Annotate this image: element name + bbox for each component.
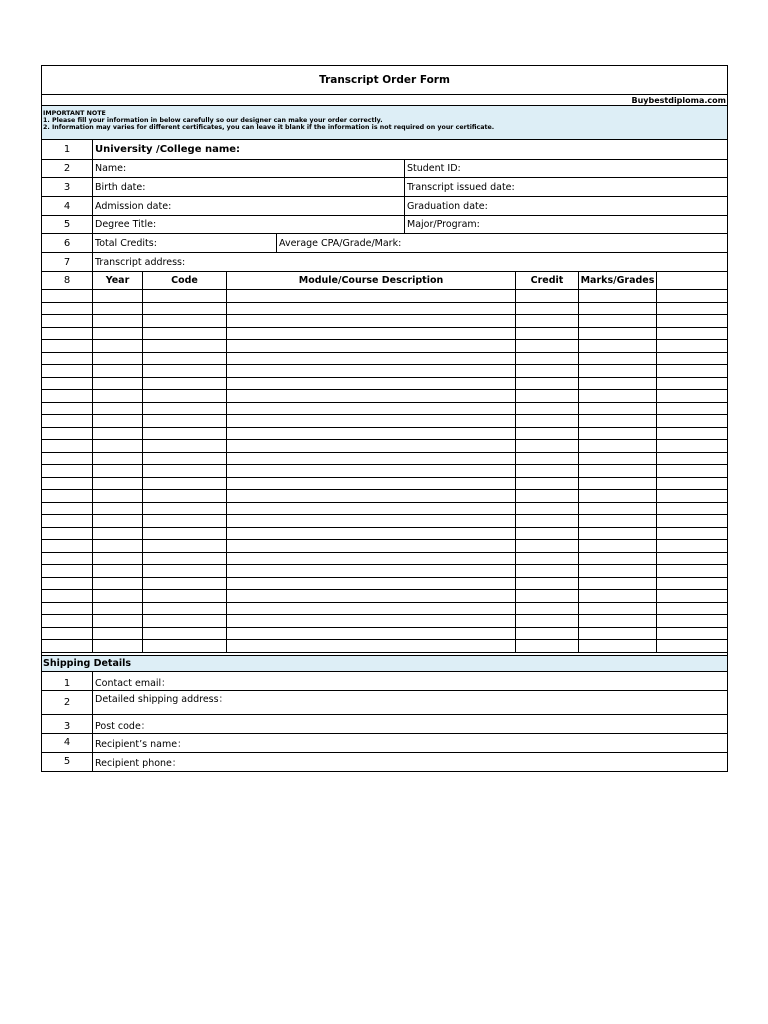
course-table-cell[interactable] [515,590,516,602]
info-row-name [42,160,727,178]
course-table-cell[interactable] [92,628,93,640]
course-table-row [42,290,727,303]
course-table-cell[interactable] [142,403,143,415]
course-table-cell[interactable] [656,428,657,440]
course-table-cell[interactable] [92,340,93,352]
course-table-cell[interactable] [515,603,516,615]
post-code-field[interactable]: Post code： [92,715,727,733]
course-table-cell[interactable] [142,440,143,452]
important-note-row [42,106,727,140]
row-number: 5 [63,756,71,767]
course-table-cell[interactable] [142,415,143,427]
course-table-cell[interactable] [515,353,516,365]
course-table-cell[interactable] [142,528,143,540]
course-rows [42,290,727,653]
course-table-cell[interactable] [226,578,227,590]
row-number: 4 [63,200,71,212]
course-table-cell[interactable] [578,365,579,377]
course-table-cell[interactable] [515,403,516,415]
course-table-row [42,415,727,428]
course-table-cell[interactable] [656,340,657,352]
info-row-admission-date [42,197,727,216]
shipping-row-recipient-name [42,734,727,753]
course-table-cell[interactable] [578,415,579,427]
course-table-cell[interactable] [578,428,579,440]
course-table-cell[interactable] [226,353,227,365]
course-table-row [42,340,727,353]
course-table-cell[interactable] [515,440,516,452]
shipping-row-email [42,672,727,691]
course-table-cell[interactable] [92,578,93,590]
course-table-cell[interactable] [142,615,143,627]
course-table-cell[interactable] [578,340,579,352]
course-table-cell[interactable] [92,415,93,427]
course-table-row [42,503,727,516]
course-table-cell[interactable] [656,528,657,540]
course-table-cell[interactable] [92,353,93,365]
course-table-cell[interactable] [226,403,227,415]
course-table-cell[interactable] [578,315,579,327]
course-table-cell[interactable] [656,540,657,552]
course-table-cell[interactable] [656,640,657,652]
course-table-cell[interactable] [226,515,227,527]
course-table-cell[interactable] [142,565,143,577]
course-table-cell[interactable] [656,490,657,502]
course-table-cell[interactable] [515,578,516,590]
total-credits-field[interactable]: Total Credits: [92,234,276,252]
course-table-row [42,590,727,603]
course-table-cell[interactable] [578,553,579,565]
course-table-row [42,328,727,341]
course-table-cell[interactable] [578,478,579,490]
course-table-cell[interactable] [515,315,516,327]
course-table-cell[interactable] [578,378,579,390]
course-table-cell[interactable] [226,565,227,577]
course-table-cell[interactable] [515,515,516,527]
course-table-cell[interactable] [142,353,143,365]
course-table-cell[interactable] [515,528,516,540]
note-line-1: 1. Please fill your information in below carefully so our designer can make your order correctly. [43,117,383,124]
course-table-cell[interactable] [578,465,579,477]
course-table-cell[interactable] [656,553,657,565]
row-number: 3 [63,720,71,732]
course-table-cell[interactable] [226,590,227,602]
birth-date-field[interactable]: Birth date: [92,178,404,196]
course-table-cell[interactable] [92,390,93,402]
course-table-cell[interactable] [92,540,93,552]
course-table-cell[interactable] [226,440,227,452]
shipping-address-field[interactable]: Detailed shipping address： [92,691,727,714]
course-table-cell[interactable] [515,340,516,352]
student-id-field[interactable]: Student ID: [404,160,727,177]
course-table-cell[interactable] [92,428,93,440]
course-table-cell[interactable] [656,303,657,315]
course-table-row [42,578,727,591]
course-table-cell[interactable] [226,490,227,502]
course-table-cell[interactable] [656,503,657,515]
course-table-cell[interactable] [226,528,227,540]
shipping-row-post-code [42,715,727,734]
course-table-cell[interactable] [515,478,516,490]
name-field[interactable]: Name: [92,160,404,177]
course-table-cell[interactable] [656,628,657,640]
course-table-cell[interactable] [656,615,657,627]
course-table-cell[interactable] [656,590,657,602]
course-table-cell[interactable] [92,503,93,515]
course-table-cell[interactable] [92,603,93,615]
course-table-cell[interactable] [92,478,93,490]
course-table-cell[interactable] [226,365,227,377]
course-table-cell[interactable] [578,290,579,302]
course-table-cell[interactable] [92,403,93,415]
course-table-cell[interactable] [578,578,579,590]
course-table-cell[interactable] [515,503,516,515]
course-table-cell[interactable] [142,290,143,302]
course-table-row [42,353,727,366]
course-table-cell[interactable] [656,415,657,427]
course-table-row [42,453,727,466]
course-table-row [42,540,727,553]
course-table-cell[interactable] [142,428,143,440]
course-table-cell[interactable] [142,328,143,340]
course-table-cell[interactable] [578,490,579,502]
course-table-cell[interactable] [656,390,657,402]
course-table-cell[interactable] [515,365,516,377]
course-table-cell[interactable] [578,528,579,540]
course-table-row [42,378,727,391]
course-table-row [42,440,727,453]
course-table-row [42,615,727,628]
course-table-cell[interactable] [226,303,227,315]
course-table-cell[interactable] [656,603,657,615]
course-table-cell[interactable] [515,328,516,340]
course-table-row [42,428,727,441]
code-header: Code [142,272,226,289]
shipping-row-address [42,691,727,715]
course-table-cell[interactable] [142,465,143,477]
title-row [42,65,727,95]
info-row-birth-date [42,178,727,197]
course-table-cell[interactable] [578,628,579,640]
course-table-cell[interactable] [578,540,579,552]
site-name: Buybestdiploma.com [631,95,726,105]
course-table-row [42,403,727,416]
major-program-field[interactable]: Major/Program: [404,216,727,233]
shipping-heading: Shipping Details [43,657,132,669]
course-table-row [42,553,727,566]
course-table-cell[interactable] [515,303,516,315]
course-table-cell[interactable] [515,540,516,552]
row-number: 3 [63,181,71,193]
form-title: Transcript Order Form [319,74,450,86]
course-table-cell[interactable] [656,478,657,490]
course-table-cell[interactable] [515,553,516,565]
course-table-cell[interactable] [142,303,143,315]
course-table-cell[interactable] [226,628,227,640]
course-table-cell[interactable] [226,340,227,352]
course-table-cell[interactable] [656,578,657,590]
course-table-cell[interactable] [226,603,227,615]
row-number: 2 [63,696,71,708]
extra-header [656,272,727,289]
row-number: 4 [63,737,71,748]
shipping-heading-row [42,656,727,672]
course-table-cell[interactable] [515,490,516,502]
course-table-cell[interactable] [656,365,657,377]
degree-title-field[interactable]: Degree Title: [92,216,404,233]
row-number: 5 [63,219,71,230]
course-table-row [42,640,727,653]
course-table-cell[interactable] [226,390,227,402]
course-table-cell[interactable] [515,390,516,402]
info-row-university [42,140,727,160]
course-table-cell[interactable] [578,453,579,465]
course-table-row [42,465,727,478]
course-table-row [42,565,727,578]
course-table-cell[interactable] [92,565,93,577]
transcript-address-field[interactable]: Transcript address: [92,253,727,271]
course-table-cell[interactable] [656,353,657,365]
course-table-row [42,515,727,528]
course-table-cell[interactable] [92,303,93,315]
course-table-cell[interactable] [142,340,143,352]
recipient-phone-field[interactable]: Recipient phone： [92,753,727,771]
course-table-row [42,478,727,491]
course-table-cell[interactable] [226,553,227,565]
course-table-cell[interactable] [578,640,579,652]
course-table-cell[interactable] [142,503,143,515]
transcript-order-form [41,65,728,772]
course-table-cell[interactable] [515,565,516,577]
course-table-cell[interactable] [92,328,93,340]
course-table-cell[interactable] [226,290,227,302]
course-table-cell[interactable] [226,328,227,340]
course-table-cell[interactable] [515,428,516,440]
course-table-cell[interactable] [226,478,227,490]
course-table-cell[interactable] [515,415,516,427]
course-table-row [42,365,727,378]
course-table-cell[interactable] [578,515,579,527]
marks-grades-header: Marks/Grades [578,272,656,289]
course-table-cell[interactable] [578,328,579,340]
course-table-cell[interactable] [92,453,93,465]
transcript-issued-date-field[interactable]: Transcript issued date: [404,178,727,196]
course-table-cell[interactable] [92,615,93,627]
course-table-cell[interactable] [226,453,227,465]
course-table-cell[interactable] [142,315,143,327]
important-note [43,110,494,131]
course-table-cell[interactable] [142,603,143,615]
course-table-cell[interactable] [142,378,143,390]
course-table-cell[interactable] [515,615,516,627]
note-heading: IMPORTANT NOTE [43,110,106,117]
course-table-cell[interactable] [142,515,143,527]
course-table-cell[interactable] [142,478,143,490]
course-table-row [42,603,727,616]
course-table-cell[interactable] [578,353,579,365]
course-table-cell[interactable] [656,465,657,477]
course-table-row [42,490,727,503]
row-number: 1 [63,144,71,155]
course-table-cell[interactable] [92,290,93,302]
course-table-cell[interactable] [92,490,93,502]
course-table-cell[interactable] [142,490,143,502]
info-row-degree-title [42,216,727,234]
course-table-row [42,315,727,328]
course-table-cell[interactable] [142,553,143,565]
course-table-row [42,303,727,316]
course-table-cell[interactable] [92,515,93,527]
course-table-cell[interactable] [142,453,143,465]
site-row [42,95,727,106]
course-table-cell[interactable] [142,628,143,640]
course-table-cell[interactable] [92,315,93,327]
course-table-cell[interactable] [656,515,657,527]
course-table-cell[interactable] [92,590,93,602]
course-table-cell[interactable] [578,403,579,415]
row-number: 6 [63,237,71,249]
course-table-row [42,528,727,541]
info-row-total-credits [42,234,727,253]
course-table-cell[interactable] [226,640,227,652]
course-table-cell[interactable] [515,378,516,390]
course-table-header [42,272,727,290]
average-cpa-field[interactable]: Average CPA/Grade/Mark: [276,234,727,252]
course-table-cell[interactable] [92,440,93,452]
shipping-row-recipient-phone [42,753,727,772]
course-table-cell[interactable] [142,365,143,377]
university-name-field[interactable]: University /College name: [92,140,727,159]
course-table-cell[interactable] [656,453,657,465]
course-table-cell[interactable] [142,640,143,652]
course-table-cell[interactable] [578,615,579,627]
course-table-cell[interactable] [515,290,516,302]
course-table-cell[interactable] [656,315,657,327]
course-table-cell[interactable] [226,378,227,390]
description-header: Module/Course Description [226,272,515,289]
course-table-cell[interactable] [226,540,227,552]
note-line-2: 2. Information may varies for different certificates, you can leave it blank if the information is not required on your certificate. [43,124,495,131]
course-table-cell[interactable] [226,415,227,427]
course-table-cell[interactable] [92,378,93,390]
course-table-cell[interactable] [92,553,93,565]
course-table-cell[interactable] [142,390,143,402]
year-header: Year [92,272,142,289]
course-table-cell[interactable] [578,565,579,577]
course-table-cell[interactable] [92,640,93,652]
course-table-cell[interactable] [142,540,143,552]
admission-date-field[interactable]: Admission date: [92,197,404,215]
course-table-cell[interactable] [226,503,227,515]
course-table-cell[interactable] [578,440,579,452]
course-table-cell[interactable] [142,590,143,602]
course-table-cell[interactable] [515,640,516,652]
course-table-cell[interactable] [515,453,516,465]
course-table-cell[interactable] [656,440,657,452]
course-table-cell[interactable] [226,615,227,627]
row-number: 8 [63,275,71,286]
course-table-row [42,628,727,641]
info-row-transcript-address [42,253,727,272]
course-table-cell[interactable] [656,328,657,340]
course-table-cell[interactable] [92,528,93,540]
course-table-cell[interactable] [578,590,579,602]
course-table-cell[interactable] [226,465,227,477]
row-number: 2 [63,163,71,174]
course-table-cell[interactable] [656,565,657,577]
course-table-cell[interactable] [226,428,227,440]
graduation-date-field[interactable]: Graduation date: [404,197,727,215]
course-table-cell[interactable] [578,303,579,315]
course-table-cell[interactable] [578,390,579,402]
recipient-name-field[interactable]: Recipient’s name： [92,734,727,752]
course-table-cell[interactable] [578,503,579,515]
course-table-cell[interactable] [226,315,227,327]
row-number: 7 [63,256,71,268]
course-table-cell[interactable] [515,628,516,640]
course-table-cell[interactable] [578,603,579,615]
course-table-cell[interactable] [515,465,516,477]
contact-email-field[interactable]: Contact email： [92,672,727,690]
row-number: 1 [63,677,71,689]
course-table-cell[interactable] [656,378,657,390]
course-table-cell[interactable] [92,365,93,377]
course-table-cell[interactable] [92,465,93,477]
course-table-cell[interactable] [142,578,143,590]
course-table-cell[interactable] [656,403,657,415]
course-table-cell[interactable] [656,290,657,302]
credit-header: Credit [515,272,578,289]
course-table-row [42,390,727,403]
